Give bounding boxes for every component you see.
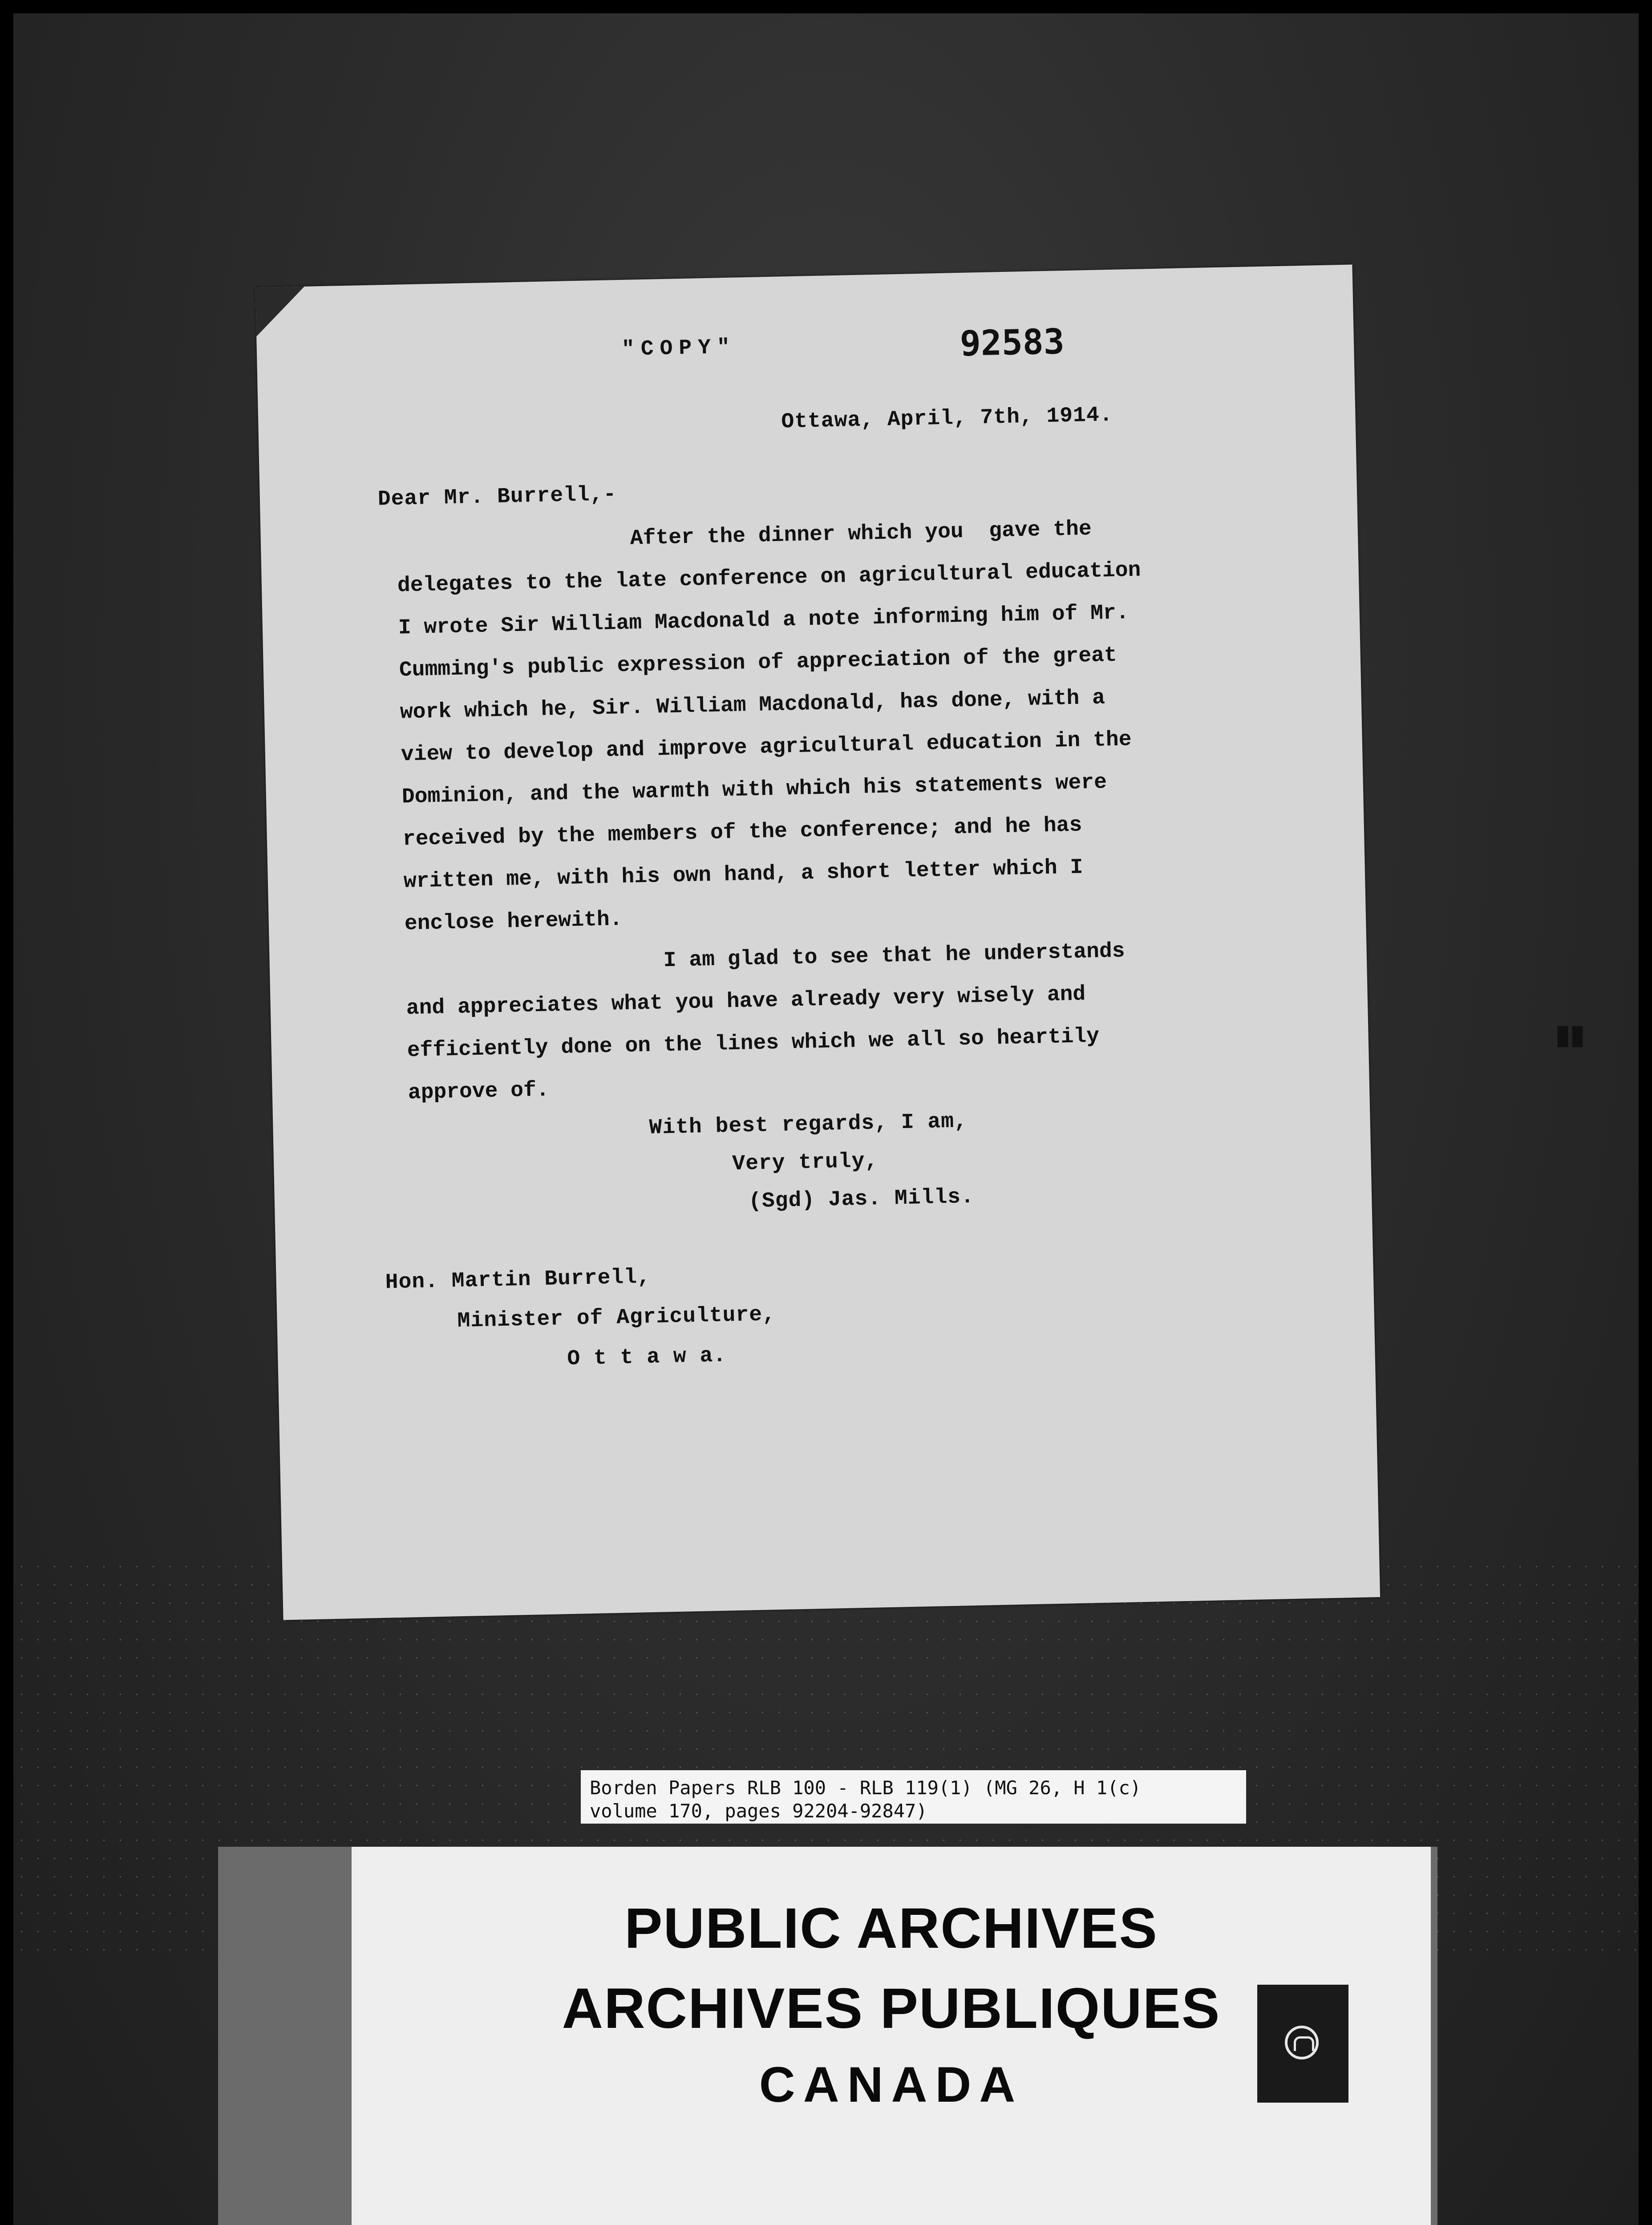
archives-logo-icon — [1257, 1985, 1348, 2103]
body-line: I am glad to see that he understands — [663, 939, 1126, 973]
collection-caption — [581, 1770, 1246, 1824]
body-line: Cumming's public expression of appreciation of the great — [399, 643, 1118, 683]
body-line: and appreciates what you have already very wisely and — [406, 982, 1086, 1021]
body-line: delegates to the late conference on agricultural education — [397, 558, 1141, 598]
closing-valediction: Very truly, — [732, 1149, 879, 1177]
body-line: approve of. — [408, 1078, 550, 1105]
body-line: efficiently done on the lines which we all so heartily — [407, 1024, 1100, 1063]
body-line: work which he, Sir. William Macdonald, has done, with a — [400, 686, 1105, 725]
address-title: Minister of Agriculture, — [457, 1303, 776, 1334]
body-line: Dominion, and the warmth with which his statements were — [401, 770, 1107, 809]
archive-name-english: PUBLIC ARCHIVES — [624, 1897, 1158, 1960]
edge-marks: ▮▮ — [1555, 1019, 1585, 1049]
closing-regards: With best regards, I am, — [649, 1109, 968, 1141]
caption-line: Borden Papers RLB 100 - RLB 119(1) (MG 26, H 1(c) — [590, 1777, 1142, 1799]
document-number: 92583 — [959, 322, 1065, 364]
body-line: After the dinner which you gave the — [630, 517, 1092, 551]
body-line: I wrote Sir William Macdonald a note informing him of Mr. — [398, 601, 1130, 640]
body-line: received by the members of the conference; and he has — [402, 813, 1082, 852]
salutation: Dear Mr. Burrell,- — [377, 482, 617, 512]
body-line: written me, with his own hand, a short letter which I — [403, 855, 1083, 894]
archive-country: CANADA — [759, 2057, 1024, 2112]
logo-emblem — [1285, 2026, 1319, 2059]
copy-heading: "COPY" — [621, 335, 737, 362]
folded-corner — [255, 287, 305, 336]
address-city: O t t a w a. — [567, 1343, 727, 1371]
date-line: Ottawa, April, 7th, 1914. — [781, 403, 1113, 434]
body-line: enclose herewith. — [404, 907, 623, 936]
body-line: view to develop and improve agricultural education in the — [401, 728, 1132, 767]
address-name: Hon. Martin Burrell, — [385, 1265, 651, 1295]
caption-line: volume 170, pages 92204-92847) — [590, 1800, 927, 1822]
signature-line: (Sgd) Jas. Mills. — [748, 1185, 975, 1214]
archive-name-french: ARCHIVES PUBLIQUES — [562, 1977, 1221, 2040]
letter-page — [255, 265, 1380, 1620]
